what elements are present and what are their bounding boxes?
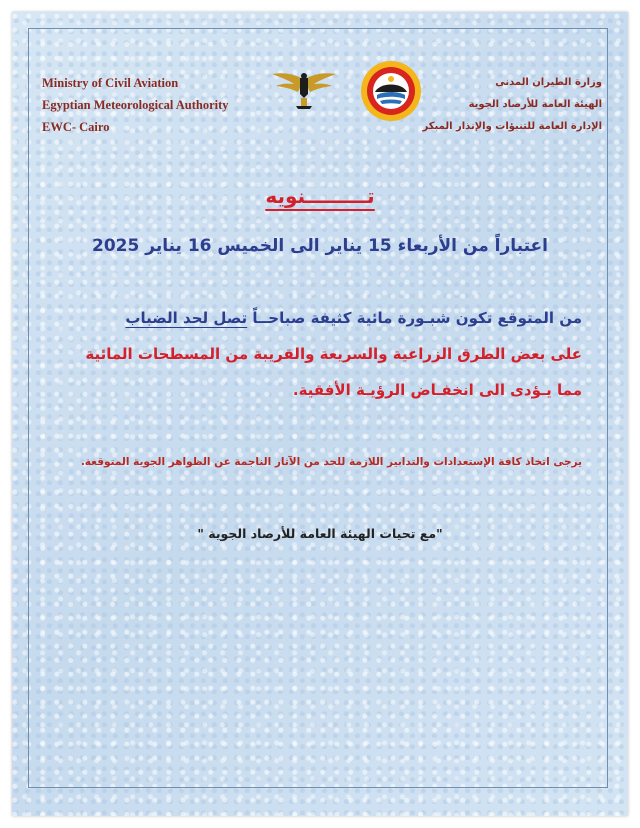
forecast-line-3: مما يـؤدى الى انخفـاض الرؤيـة الأفقية.	[292, 381, 582, 399]
english-center-line: EWC- Cairo	[42, 120, 110, 134]
english-authority-line: Egyptian Meteorological Authority	[42, 98, 229, 112]
eagle-emblem-icon	[270, 68, 338, 110]
notice-title	[0, 184, 640, 208]
forecast-line-2: على بعض الطرق الزراعية والسريعة والقريبة من المسطحات المائية	[85, 345, 582, 363]
english-ministry-line: Ministry of Civil Aviation	[42, 76, 179, 90]
closing-greeting: "مع تحيات الهيئة العامة للأرصاد الجوية "	[197, 526, 443, 541]
arabic-department-line: الإدارة العامة للتنبؤات والإنذار المبكر	[422, 121, 602, 132]
forecast-body	[42, 300, 582, 408]
document-frame	[28, 28, 608, 788]
arabic-header	[423, 72, 603, 138]
notice-title-text: تـــــــــنويه	[265, 184, 375, 208]
forecast-line-1	[42, 300, 582, 336]
date-range: اعتباراً من الأربعاء 15 يناير الى الخميس 16 يناير 2025	[92, 236, 548, 256]
english-header	[42, 72, 229, 138]
forecast-line-1-emphasis: تصل لحد الضباب	[125, 309, 248, 327]
arabic-authority-line: الهيئة العامة للأرصاد الجوية	[468, 99, 602, 110]
precaution-advice: يرجى اتخاذ كافة الإستعدادات والتدابير اللازمة للحد من الآثار الناجمة عن الظواهر الجوية المتوقعة.	[80, 456, 582, 468]
arabic-ministry-line: وزارة الطيران المدنى	[495, 77, 602, 88]
forecast-line-1-main: من المتوقع تكون شبـورة مائية كثيفة صباحــاً	[252, 309, 582, 327]
ema-emblem-icon	[360, 60, 422, 122]
